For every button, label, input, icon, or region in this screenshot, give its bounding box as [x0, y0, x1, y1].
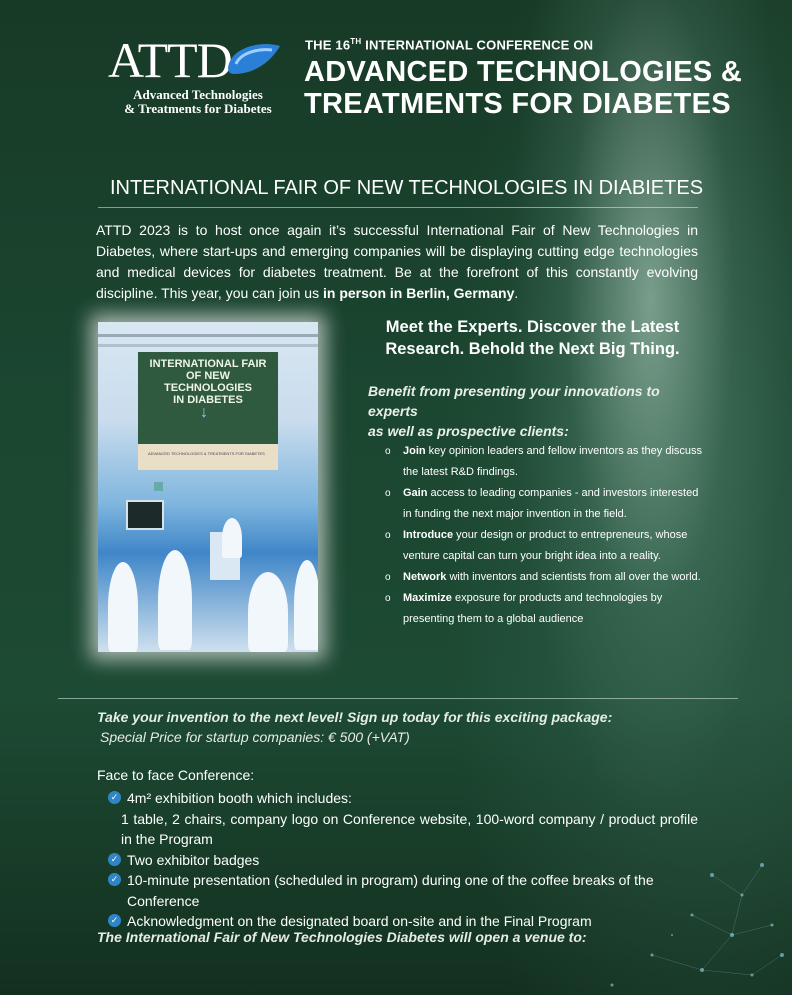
list-item: ✓ 4m² exhibition booth which includes: 1 table, 2 chairs, company logo on Conference website, 100-word company / product profile in the Program — [108, 788, 698, 850]
exit-sign-icon — [154, 482, 163, 491]
conference-headline: ADVANCED TECHNOLOGIES & TREATMENTS FOR DIABETES — [304, 56, 743, 120]
network-dots-decoration — [492, 835, 792, 995]
audience-person — [108, 562, 138, 652]
audience-person — [248, 572, 288, 652]
package-price: Special Price for startup companies: € 500 (+VAT) — [100, 729, 410, 745]
section-title: INTERNATIONAL FAIR OF NEW TECHNOLOGIES IN DIABIETES — [110, 177, 704, 199]
benefit-list — [385, 441, 703, 630]
conference-kicker: THE 16TH INTERNATIONAL CONFERENCE ON — [305, 37, 594, 53]
package-divider — [58, 698, 738, 699]
closing-line: The International Fair of New Technologies Diabetes will open a venue to: — [97, 929, 587, 945]
list-item: o Maximize exposure for products and technologies by presenting them to a global audience — [385, 588, 703, 630]
check-circle-icon: ✓ — [108, 873, 121, 886]
logo-wordmark: ATTD — [108, 32, 232, 88]
package-title: Take your invention to the next level! Sign up today for this exciting package: — [97, 709, 613, 725]
bullet-icon: o — [385, 446, 391, 457]
intro-paragraph: ATTD 2023 is to host once again it’s successful International Fair of New Technologies in Diabetes, where start-ups and emerging companies will be displaying cutting edge technologies and medical devices for diabetes treatment. Be at the forefront of this constantly evolving discipline. This year, you can join us in person in Berlin, Germany. — [96, 222, 698, 301]
list-item: o Gain access to leading companies - and investors interested in funding the next major invention in the field. — [385, 483, 703, 525]
check-circle-icon: ✓ — [108, 853, 121, 866]
blue-drop-icon — [220, 38, 284, 80]
bullet-icon: o — [385, 572, 391, 583]
bullet-icon: o — [385, 593, 391, 604]
title-divider — [98, 207, 698, 208]
check-circle-icon: ✓ — [108, 791, 121, 804]
tagline: Meet the Experts. Discover the Latest Research. Behold the Next Big Thing. — [385, 318, 680, 358]
audience-person — [158, 550, 192, 650]
face-to-face-label: Face to face Conference: — [97, 767, 255, 783]
benefit-heading: Benefit from presenting your innovations to experts as well as prospective clients: — [368, 383, 660, 439]
attd-logo — [108, 32, 288, 122]
logo-subtitle: Advanced Technologies & Treatments for Diabetes — [124, 87, 272, 116]
down-arrow-icon: ↓ — [200, 404, 208, 421]
list-item: ✓ Two exhibitor badges — [108, 850, 698, 871]
check-circle-icon: ✓ — [108, 914, 121, 927]
audience-person — [222, 518, 242, 558]
photo-banner: INTERNATIONAL FAIR OF NEW TECHNOLOGIES IN DIABETES ↓ ADVANCED TECHNOLOGIES & TREATMENTS FOR DIABETES — [138, 352, 278, 470]
bullet-icon: o — [385, 488, 391, 499]
list-item: ✓ Acknowledgment on the designated board on-site and in the Final Program — [108, 911, 698, 932]
monitor-icon — [126, 500, 164, 530]
list-item: o Introduce your design or product to entrepreneurs, whose venture capital can turn your bright idea into a reality. — [385, 525, 703, 567]
audience-person — [294, 560, 318, 650]
list-item: o Join key opinion leaders and fellow inventors as they discuss the latest R&D findings. — [385, 441, 703, 483]
fair-photo — [98, 322, 318, 652]
list-item: o Network with inventors and scientists from all over the world. — [385, 567, 703, 588]
list-item: ✓ 10-minute presentation (scheduled in program) during one of the coffee breaks of the Conference — [108, 870, 698, 911]
bullet-icon: o — [385, 530, 391, 541]
